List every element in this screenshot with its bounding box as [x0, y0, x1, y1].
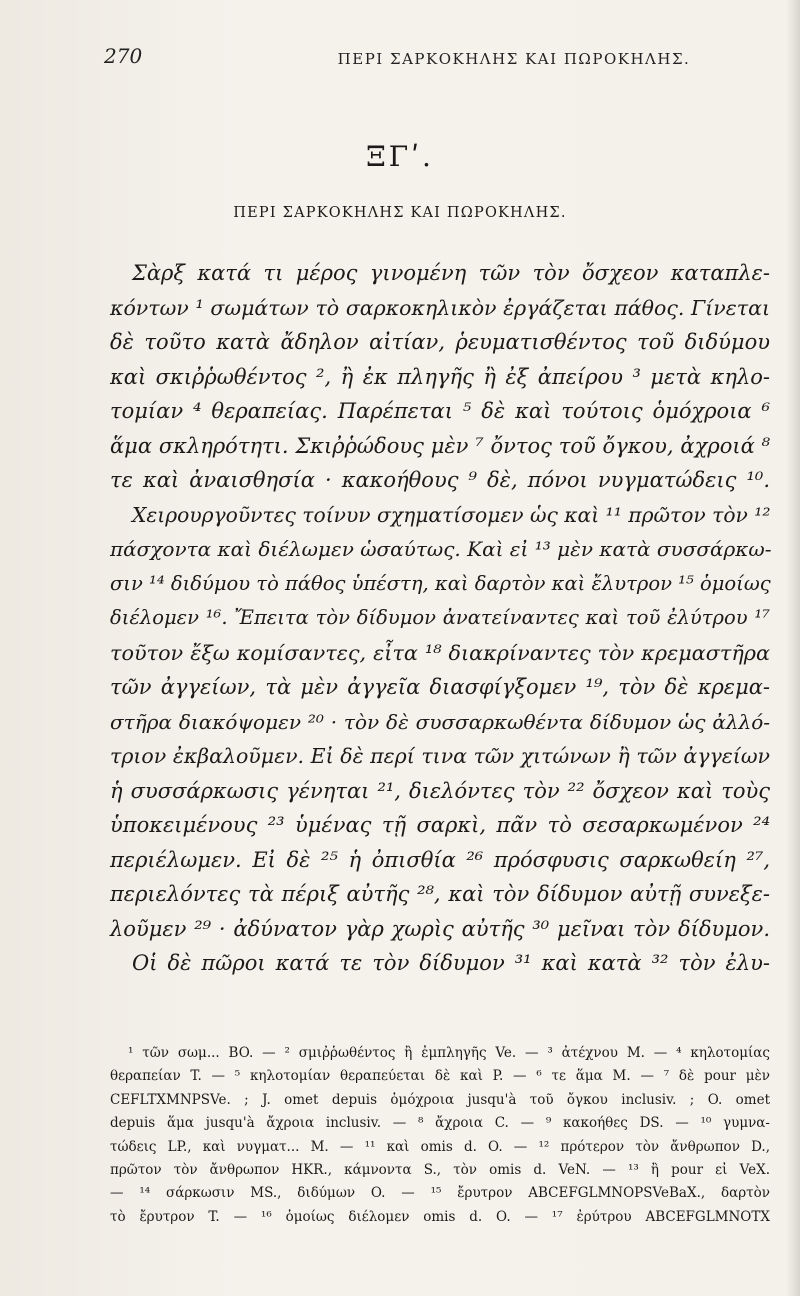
body-line: κόντων ¹ σωμάτων τὸ σαρκοκηλικὸν ἐργάζεται πάθος. Γίνεται	[110, 295, 770, 320]
body-line: τῶν ἀγγείων, τὰ μὲν ἀγγεῖα διασφίγξομεν ¹⁹, τὸν δὲ κρεμα-	[110, 675, 770, 699]
body-line: σιν ¹⁴ διδύμου τὸ πάθος ὑπέστη, καὶ δαρτὸν καὶ ἔλυτρον ¹⁵ ὁμοίως	[110, 571, 771, 595]
chapter-number: ΞΓʹ.	[366, 140, 434, 173]
body-line: περιελόντες τὰ πέριξ αὐτῆς ²⁸, καὶ τὸν δίδυμον αὐτῇ συνεξε-	[110, 882, 770, 906]
body-line: διέλομεν ¹⁶. Ἔπειτα τὸν δίδυμον ἀνατείναντες καὶ τοῦ ἐλύτρου ¹⁷	[110, 606, 770, 629]
footnote-line: — ¹⁴ σάρκωσιν MS., διδύμων O. — ¹⁵ ἔρυτρον ABCEFGLMNOPSVeBaX., δαρτὸν	[110, 1185, 770, 1202]
chapter-title: ΠΕΡΙ ΣΑΡΚΟΚΗΛΗΣ ΚΑΙ ΠΩΡΟΚΗΛΗΣ.	[233, 205, 567, 221]
body-line: Χειρουργοῦντες τοίνυν σχηματίσομεν ὡς καὶ ¹¹ πρῶτον τὸν ¹²	[132, 502, 771, 527]
body-line: ὑποκειμένους ²³ ὑμένας τῇ σαρκὶ, πᾶν τὸ σεσαρκωμένον ²⁴	[110, 813, 770, 837]
body-line: Οἱ δὲ πῶροι κατά τε τὸν δίδυμον ³¹ καὶ κατὰ ³² τὸν ἐλυ-	[132, 951, 770, 975]
body-line: λοῦμεν ²⁹ · ἀδύνατον γὰρ χωρὶς αὐτῆς ³⁰ μεῖναι τὸν δίδυμον.	[110, 916, 770, 941]
body-line: πάσχοντα καὶ διέλωμεν ὡσαύτως. Καὶ εἰ ¹³ μὲν κατὰ συσσάρκω-	[110, 537, 772, 561]
body-line: στῆρα διακόψομεν ²⁰ · τὸν δὲ συσσαρκωθέντα δίδυμον ὡς ἀλλό-	[110, 709, 770, 734]
running-head	[104, 44, 794, 74]
body-line: τε καὶ ἀναισθησία · κακοήθους ⁹ δὲ, πόνοι νυγματώδεις ¹⁰.	[110, 468, 770, 492]
footnotes	[110, 1042, 770, 1229]
body-line: Σὰρξ κατά τι μέρος γινομένη τῶν τὸν ὄσχεον καταπλε-	[132, 261, 770, 285]
body-line: δὲ τοῦτο κατὰ ἄδηλον αἰτίαν, ῥευματισθέντος τοῦ διδύμου	[110, 330, 770, 354]
footnote-line: CEFLTXMNPSVe. ; J. omet depuis ὁμόχροια jusqu'à τοῦ ὄγκου inclusiv. ; O. omet	[110, 1091, 770, 1108]
page-number: 270	[104, 44, 143, 68]
body-text	[110, 256, 770, 981]
footnote-line: depuis ἅμα jusqu'à ἄχροια inclusiv. — ⁸ ἄχροια C. — ⁹ κακοήθες DS. — ¹⁰ γυμνα-	[110, 1115, 770, 1132]
body-line: καὶ σκιῤῥωθέντος ², ἢ ἐκ πληγῆς ἢ ἐξ ἀπείρου ³ μετὰ κηλο-	[110, 364, 770, 389]
body-line: τοῦτον ἔξω κομίσαντες, εἶτα ¹⁸ διακρίναντες τὸν κρεμαστῆρα	[110, 640, 770, 665]
body-line: ἡ συσσάρκωσις γένηται ²¹, διελόντες τὸν ²² ὄσχεον καὶ τοὺς	[110, 778, 770, 803]
footnote-line: ¹ τῶν σωμ... BO. — ² σμιῤῥωθέντος ἢ ἐμπληγῆς Ve. — ³ ἀτέχνου M. — ⁴ κηλοτομίας	[128, 1045, 770, 1061]
page-edge-shadow	[786, 0, 800, 1296]
footnote-line: πρῶτον τὸν ἄνθρωπον HKR., κάμνοντα S., τὸν omis d. VeN. — ¹³ ἢ pour εἰ VeX.	[110, 1161, 770, 1178]
body-line: τομίαν ⁴ θεραπείας. Παρέπεται ⁵ δὲ καὶ τούτοις ὁμόχροια ⁶	[110, 399, 770, 423]
footnote-line: τὸ ἔρυτρον T. — ¹⁶ ὁμοίως διέλομεν omis d. O. — ¹⁷ ἐρύτρου ABCEFGLMNOTX	[110, 1208, 770, 1225]
body-line: ἅμα σκληρότητι. Σκιῤῥώδους μὲν ⁷ ὄντος τοῦ ὄγκου, ἀχροιά ⁸	[110, 433, 770, 458]
body-line: τριον ἐκβαλοῦμεν. Εἰ δὲ περί τινα τῶν χιτώνων ἢ τῶν ἀγγείων	[110, 744, 770, 768]
body-line: περιέλωμεν. Εἰ δὲ ²⁵ ἡ ὀπισθία ²⁶ πρόσφυσις σαρκωθείη ²⁷,	[110, 847, 770, 872]
footnote-line: τώδεις LP., καὶ νυγματ... M. — ¹¹ καὶ omis d. O. — ¹² πρότερον τὸν ἄνθρωπον D.,	[110, 1138, 770, 1155]
footnote-line: θεραπείαν T. — ⁵ κηλοτομίαν θεραπεύεται δὲ καὶ P. — ⁶ τε ἅμα M. — ⁷ δὲ pour μὲν	[110, 1068, 770, 1085]
running-title: ΠΕΡΙ ΣΑΡΚΟΚΗΛΗΣ ΚΑΙ ΠΩΡΟΚΗΛΗΣ.	[337, 50, 691, 68]
